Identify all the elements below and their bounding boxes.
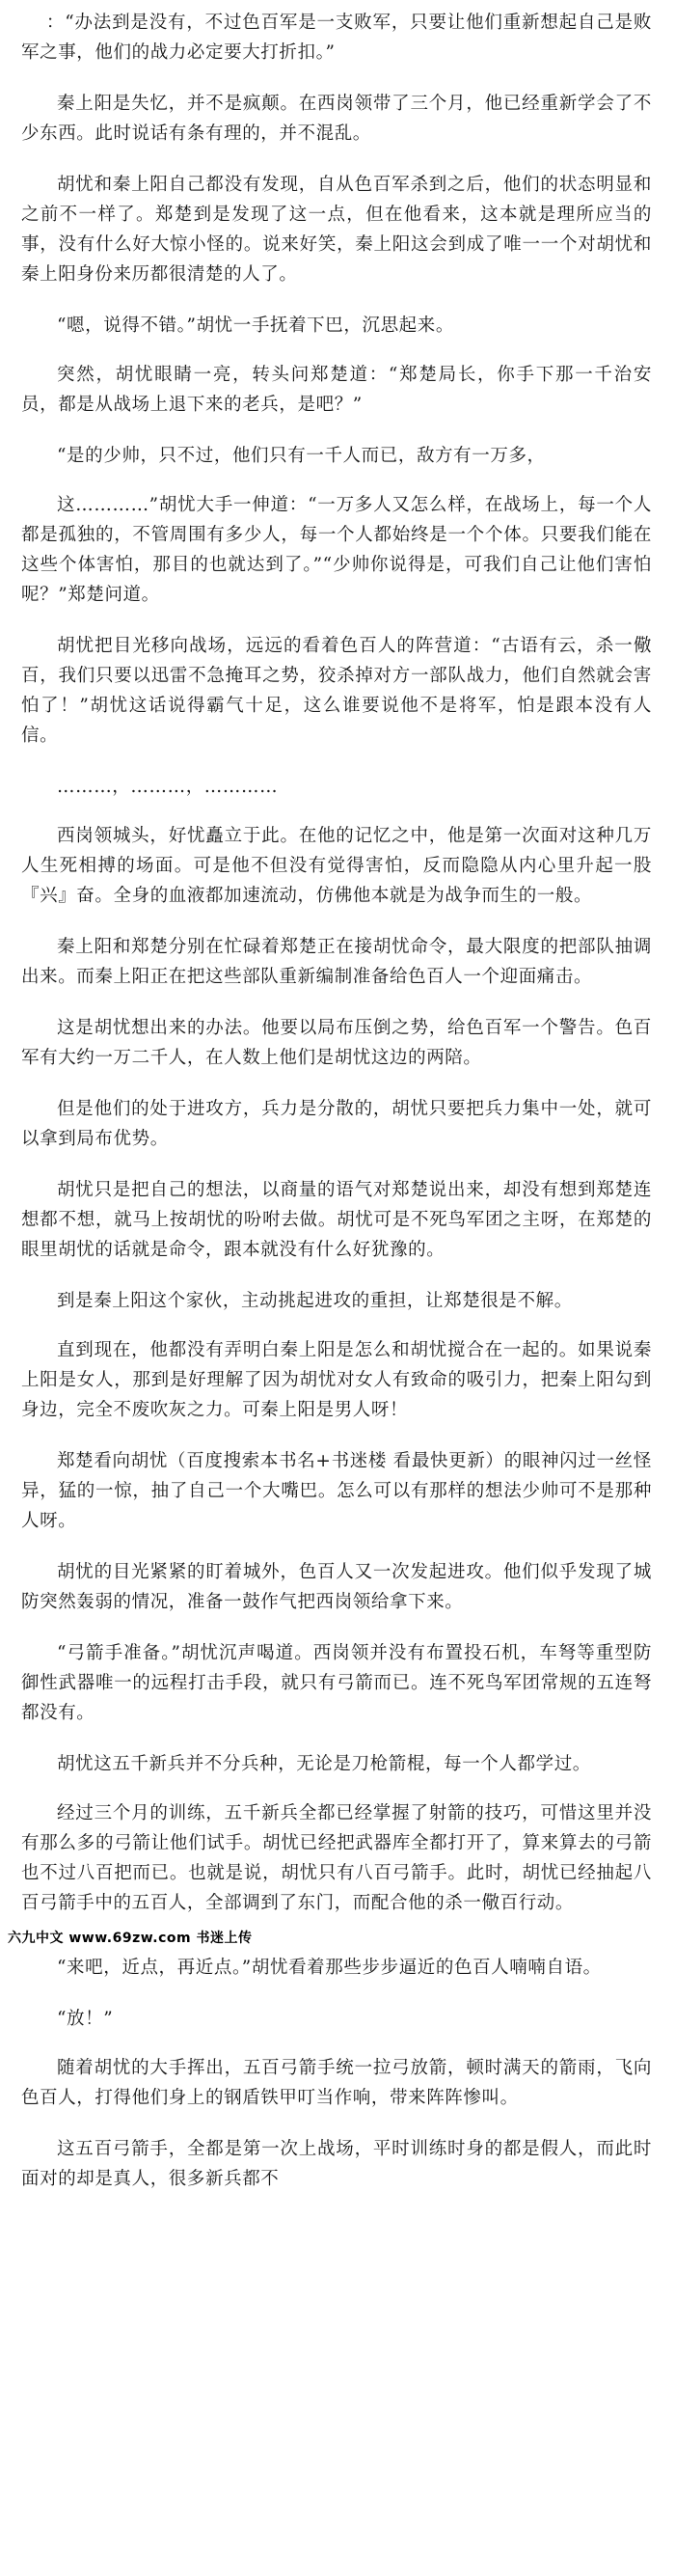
paragraph: 胡忧只是把自己的想法，以商量的语气对郑楚说出来，却没有想到郑楚连想都不想，就马上按胡忧的吩咐去做。胡忧可是不死鸟军团之主呀，在郑楚的眼里胡忧的话就是命令，跟本就没有什么好犹豫的。 — [21, 1180, 652, 1260]
paragraph: 西岗领城头，好忧矗立于此。在他的记忆之中，他是第一次面对这种几万人生死相搏的场面。可是他不但没有觉得害怕，反而隐隐从内心里升起一股『兴』奋。全身的血液都加速流动，仿佛他本就是为战争而生的一般。 — [21, 826, 652, 906]
paragraph: 但是他们的处于进攻方，兵力是分散的，胡忧只要把兵力集中一处，就可以拿到局布优势。 — [21, 1099, 652, 1149]
paragraph: 胡忧和秦上阳自己都没有发现，自从色百军杀到之后，他们的状态明显和之前不一样了。郑楚到是发现了这一点，但在他看来，这本就是理所应当的事，没有什么好大惊小怪的。说来好笑，秦上阳这会到成了唯一一个对胡忧和秦上阳身份来历都很清楚的人了。 — [21, 175, 652, 285]
paragraph: 胡忧把目光移向战场，远远的看着色百人的阵营道：“古语有云，杀一儆百，我们只要以迅雷不急掩耳之势，狡杀掉对方一部队战力，他们自然就会害怕了！”胡忧这话说得霸气十足，这么谁要说他不是将军，怕是跟本没有人信。 — [21, 636, 652, 746]
paragraph: 随着胡忧的大手挥出，五百弓箭手统一拉弓放箭，顿时满天的箭雨，飞向色百人，打得他们身上的钢盾铁甲叮当作响，带来阵阵惨叫。 — [21, 2058, 652, 2108]
paragraph: “来吧，近点，再近点。”胡忧看着那些步步逼近的色百人喃喃自语。 — [57, 1958, 602, 1978]
paragraph: 胡忧这五千新兵并不分兵种，无论是刀枪箭棍，每一个人都学过。 — [57, 1754, 591, 1774]
paragraph: 郑楚看向胡忧（百度搜索本书名+书迷楼 看最快更新）的眼神闪过一丝怪异，猛的一惊，抽了自己一个大嘴巴。怎么可以有那样的想法少帅可不是那种人呀。 — [21, 1451, 652, 1531]
watermark-brand: 六九中文 — [8, 1931, 64, 1946]
source-watermark — [8, 1930, 652, 1947]
paragraph: 突然，胡忧眼睛一亮，转头问郑楚道：“郑楚局长，你手下那一千治安员，都是从战场上退下来的老兵，是吧？” — [21, 365, 652, 415]
paragraph: “弓箭手准备。”胡忧沉声喝道。西岗领并没有布置投石机，车弩等重型防御性武器唯一的远程打击手段，就只有弓箭而已。连不死鸟军团常规的五连弩都没有。 — [21, 1643, 652, 1723]
paragraph: “是的少帅，只不过，他们只有一千人而已，敌方有一万多， — [57, 446, 546, 466]
paragraph: “放！” — [57, 2009, 114, 2029]
paragraph: ：“办法到是没有，不过色百军是一支败军，只要让他们重新想起自己是败军之事，他们的战力必定要大打折扣。” — [21, 13, 652, 63]
paragraph: 这…………”胡忧大手一伸道：“一万多人又怎么样，在战场上，每一个人都是孤独的，不管周围有多少人，每一个人都始终是一个个体。只要我们能在这些个体害怕，那目的也就达到了。”“少帅你说得是，可我们自己让他们害怕呢？”郑楚问道。 — [21, 495, 652, 605]
paragraph: 这是胡忧想出来的办法。他要以局布压倒之势，给色百军一个警告。色百军有大约一万二千人，在人数上他们是胡忧这边的两陪。 — [21, 1018, 652, 1068]
paragraph: 到是秦上阳这个家伙，主动挑起进攻的重担，让郑楚很是不解。 — [57, 1291, 573, 1311]
watermark-site: www.69zw.com — [68, 1931, 192, 1946]
paragraph: “嗯，说得不错。”胡忧一手抚着下巴，沉思起来。 — [57, 315, 454, 336]
paragraph: 这五百弓箭手，全都是第一次上战场，平时训练时身的都是假人，而此时面对的却是真人，很多新兵都不 — [21, 2139, 652, 2189]
watermark-tag: 书迷上传 — [196, 1931, 253, 1946]
paragraph: 直到现在，他都没有弄明白秦上阳是怎么和胡忧搅合在一起的。如果说秦上阳是女人，那到是好理解了因为胡忧对女人有致命的吸引力，把秦上阳勾到身边，完全不废吹灰之力。可秦上阳是男人呀！ — [21, 1340, 652, 1420]
paragraph: 经过三个月的训练，五千新兵全都已经掌握了射箭的技巧，可惜这里并没有那么多的弓箭让他们试手。胡忧已经把武器库全都打开了，算来算去的弓箭也不过八百把而已。也就是说，胡忧只有八百弓箭手。此时，胡忧已经抽起八百弓箭手中的五百人，全部调到了东门，而配合他的杀一儆百行动。 — [21, 1803, 652, 1913]
paragraph: 胡忧的目光紧紧的盯着城外，色百人又一次发起进攻。他们似乎发现了城防突然轰弱的情况，准备一鼓作气把西岗领给拿下来。 — [21, 1562, 652, 1612]
paragraph: 秦上阳是失忆，并不是疯颠。在西岗领带了三个月，他已经重新学会了不少东西。此时说话有条有理的，并不混乱。 — [21, 94, 652, 144]
paragraph: 秦上阳和郑楚分别在忙碌着郑楚正在接胡忧命令，最大限度的把部队抽调出来。而秦上阳正在把这些部队重新编制准备给色百人一个迎面痛击。 — [21, 937, 652, 987]
ellipsis-separator: ………，………，………… — [57, 777, 279, 797]
